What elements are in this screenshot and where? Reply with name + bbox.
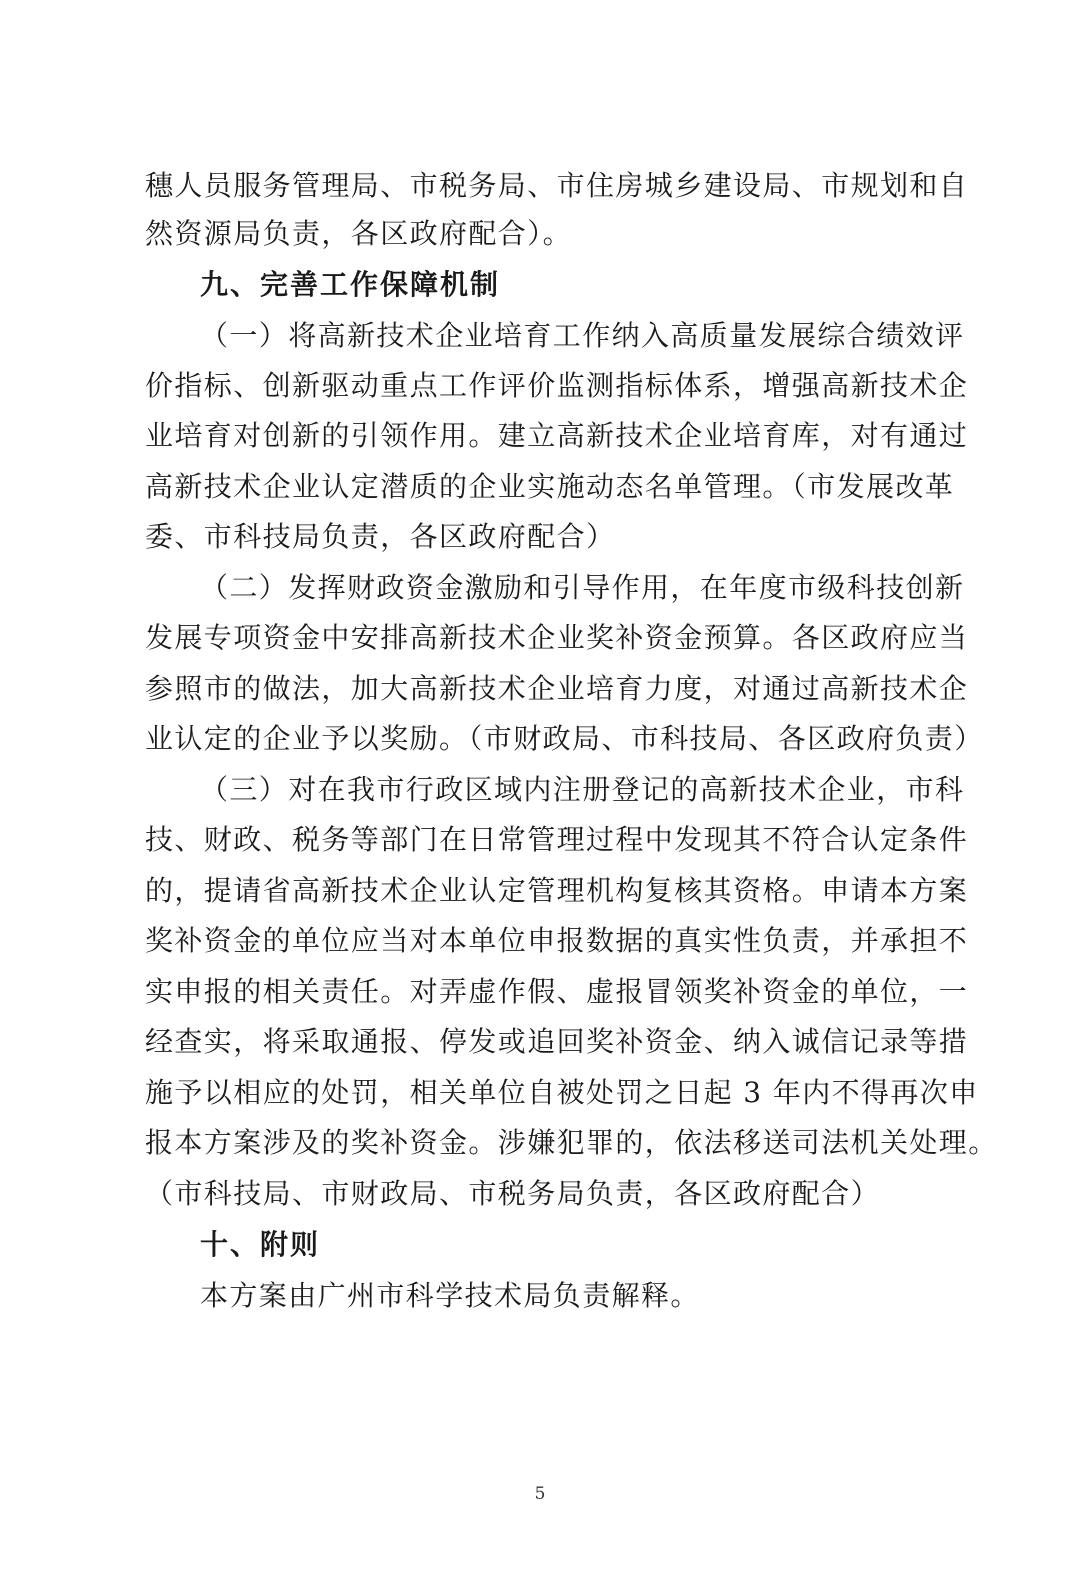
paragraph-3-start: （三）对在我市行政区域内注册登记的高新技术企业，市科 <box>200 773 965 806</box>
body-text-line: 经查实，将采取通报、停发或追回奖补资金、纳入诚信记录等措 <box>145 1025 969 1058</box>
body-text-line: 业认定的企业予以奖励。（市财政局、市科技局、各区政府负责） <box>145 722 984 755</box>
body-text-line: 穗人员服务管理局、市税务局、市住房城乡建设局、市规划和自 <box>145 169 969 202</box>
body-text-line: 的，提请省高新技术企业认定管理机构复核其资格。申请本方案 <box>145 874 969 907</box>
paragraph-1-start: （一）将高新技术企业培育工作纳入高质量发展综合绩效评 <box>200 319 965 352</box>
body-text-line: 报本方案涉及的奖补资金。涉嫌犯罪的，依法移送司法机关处理。 <box>145 1126 998 1159</box>
body-text-line: 价指标、创新驱动重点工作评价监测指标体系，增强高新技术企 <box>145 369 969 402</box>
body-text-line: 参照市的做法，加大高新技术企业培育力度，对通过高新技术企 <box>145 672 969 705</box>
body-text-line: 施予以相应的处罚，相关单位自被处罚之日起 3 年内不得再次申 <box>145 1076 979 1109</box>
body-text-line: 技、财政、税务等部门在日常管理过程中发现其不符合认定条件 <box>145 823 969 856</box>
section-heading-10: 十、附则 <box>200 1228 321 1261</box>
body-text-line: 委、市科技局负责，各区政府配合） <box>145 520 616 553</box>
body-text-line: 发展专项资金中安排高新技术企业奖补资金预算。各区政府应当 <box>145 621 969 654</box>
body-text-line: （市科技局、市财政局、市税务局负责，各区政府配合） <box>145 1177 881 1210</box>
paragraph-2-start: （二）发挥财政资金激励和引导作用，在年度市级科技创新 <box>200 571 965 604</box>
body-text-line: 然资源局负责，各区政府配合）。 <box>145 217 573 250</box>
section-heading-9: 九、完善工作保障机制 <box>200 268 501 301</box>
page-number: 5 <box>534 1484 546 1504</box>
body-text-line: 奖补资金的单位应当对本单位申报数据的真实性负责，并承担不 <box>145 924 969 957</box>
body-text-line: 本方案由广州市科学技术局负责解释。 <box>200 1279 700 1312</box>
body-text-line: 业培育对创新的引领作用。建立高新技术企业培育库，对有通过 <box>145 419 969 452</box>
body-text-line: 高新技术企业认定潜质的企业实施动态名单管理。（市发展改革 <box>145 470 955 503</box>
body-text-line: 实申报的相关责任。对弄虚作假、虚报冒领奖补资金的单位，一 <box>145 975 969 1008</box>
